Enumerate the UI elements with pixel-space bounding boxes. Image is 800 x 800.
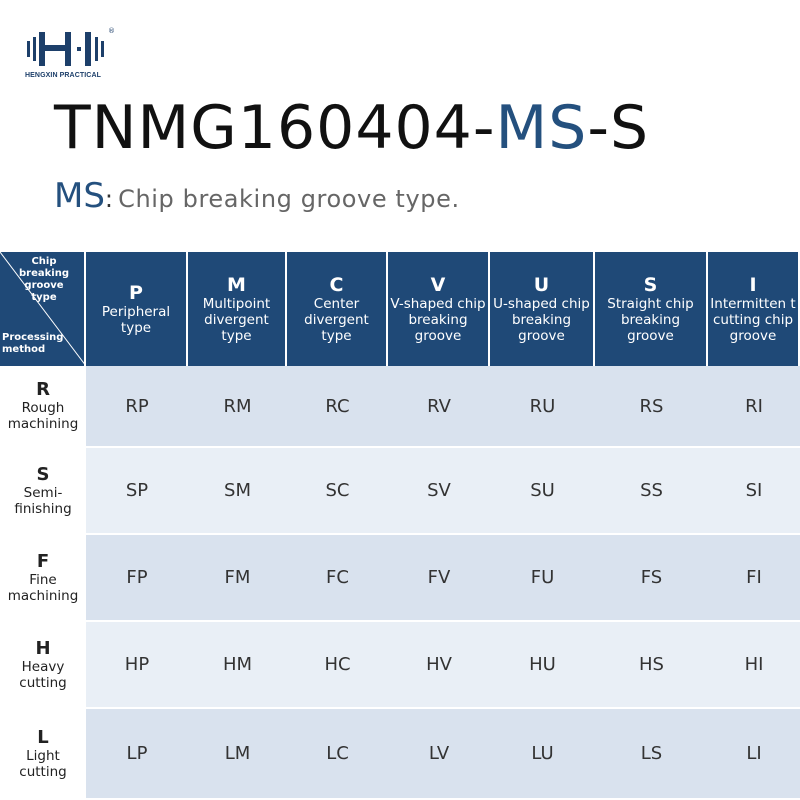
row-code: F <box>36 550 50 572</box>
table-cell: RV <box>388 366 490 446</box>
table-cell: SC <box>287 448 388 533</box>
table-cell: SM <box>188 448 287 533</box>
column-code: V <box>430 274 446 296</box>
subtitle-description: Chip breaking groove type. <box>118 185 460 213</box>
column-header <box>287 252 388 366</box>
table-cell: LC <box>287 709 388 798</box>
column-header <box>708 252 800 366</box>
table-cell: HM <box>188 622 287 707</box>
table-cell: SU <box>490 448 595 533</box>
subtitle <box>54 176 460 222</box>
table-cell: FU <box>490 535 595 620</box>
table-cell: RS <box>595 366 708 446</box>
table-cell: LI <box>708 709 800 798</box>
table-cell: FV <box>388 535 490 620</box>
corner-bottom-label: Processing method <box>2 332 64 355</box>
column-name: Peripheral type <box>101 304 171 336</box>
column-header <box>86 252 188 366</box>
table-cell: SS <box>595 448 708 533</box>
row-code: L <box>37 726 49 748</box>
table-corner-cell <box>0 252 86 366</box>
table-cell: LU <box>490 709 595 798</box>
table-cell: HC <box>287 622 388 707</box>
table-cell: RC <box>287 366 388 446</box>
table-cell: FM <box>188 535 287 620</box>
table-cell: LM <box>188 709 287 798</box>
column-code: P <box>129 282 143 304</box>
row-header <box>0 535 86 620</box>
row-code: S <box>36 463 50 485</box>
row-header <box>0 622 86 707</box>
row-name: Semi- finishing <box>14 484 72 517</box>
column-name: Intermitten t cutting chip groove <box>710 296 796 344</box>
corner-top-label: Chip breaking groove type <box>19 256 69 303</box>
column-header <box>388 252 490 366</box>
table-cell: HS <box>595 622 708 707</box>
column-name: Multipoint divergent type <box>202 296 271 344</box>
table-cell: HV <box>388 622 490 707</box>
table-cell: FI <box>708 535 800 620</box>
column-code: I <box>749 274 757 296</box>
row-name: Heavy cutting <box>19 658 67 691</box>
table-cell: HI <box>708 622 800 707</box>
table-cell: LP <box>86 709 188 798</box>
table-cell: LV <box>388 709 490 798</box>
column-code: U <box>533 274 550 296</box>
title-suffix: -S <box>587 93 650 163</box>
subtitle-code: MS <box>54 176 105 216</box>
column-name: Center divergent type <box>304 296 369 344</box>
column-header <box>595 252 708 366</box>
table-cell: HP <box>86 622 188 707</box>
title-highlight: MS <box>495 93 588 163</box>
row-name: Fine machining <box>7 571 79 604</box>
brand-name: HENGXIN PRACTICAL <box>25 72 101 79</box>
table-cell: RI <box>708 366 800 446</box>
column-code: C <box>329 274 344 296</box>
column-code: M <box>227 274 246 296</box>
row-code: H <box>35 637 51 659</box>
row-header <box>0 709 86 798</box>
column-header <box>188 252 287 366</box>
table-cell: RU <box>490 366 595 446</box>
row-header <box>0 448 86 533</box>
page-title <box>54 88 649 168</box>
subtitle-colon: : <box>104 185 114 213</box>
table-cell: RP <box>86 366 188 446</box>
row-header <box>0 366 86 446</box>
table-cell: FS <box>595 535 708 620</box>
table-cell: RM <box>188 366 287 446</box>
table-cell: FC <box>287 535 388 620</box>
table-cell: SI <box>708 448 800 533</box>
column-name: U-shaped chip breaking groove <box>493 296 590 344</box>
registered-mark: ® <box>108 27 115 35</box>
column-name: V-shaped chip breaking groove <box>390 296 486 344</box>
column-header <box>490 252 595 366</box>
table-cell: FP <box>86 535 188 620</box>
row-code: R <box>36 379 50 400</box>
row-name: Light cutting <box>19 747 67 780</box>
chip-groove-table <box>0 252 800 800</box>
title-prefix: TNMG160404- <box>54 93 496 163</box>
column-code: S <box>643 274 658 296</box>
table-cell: SP <box>86 448 188 533</box>
table-cell: HU <box>490 622 595 707</box>
row-name: Rough machining <box>7 400 79 432</box>
column-name: Straight chip breaking groove <box>607 296 694 344</box>
table-cell: LS <box>595 709 708 798</box>
table-cell: SV <box>388 448 490 533</box>
